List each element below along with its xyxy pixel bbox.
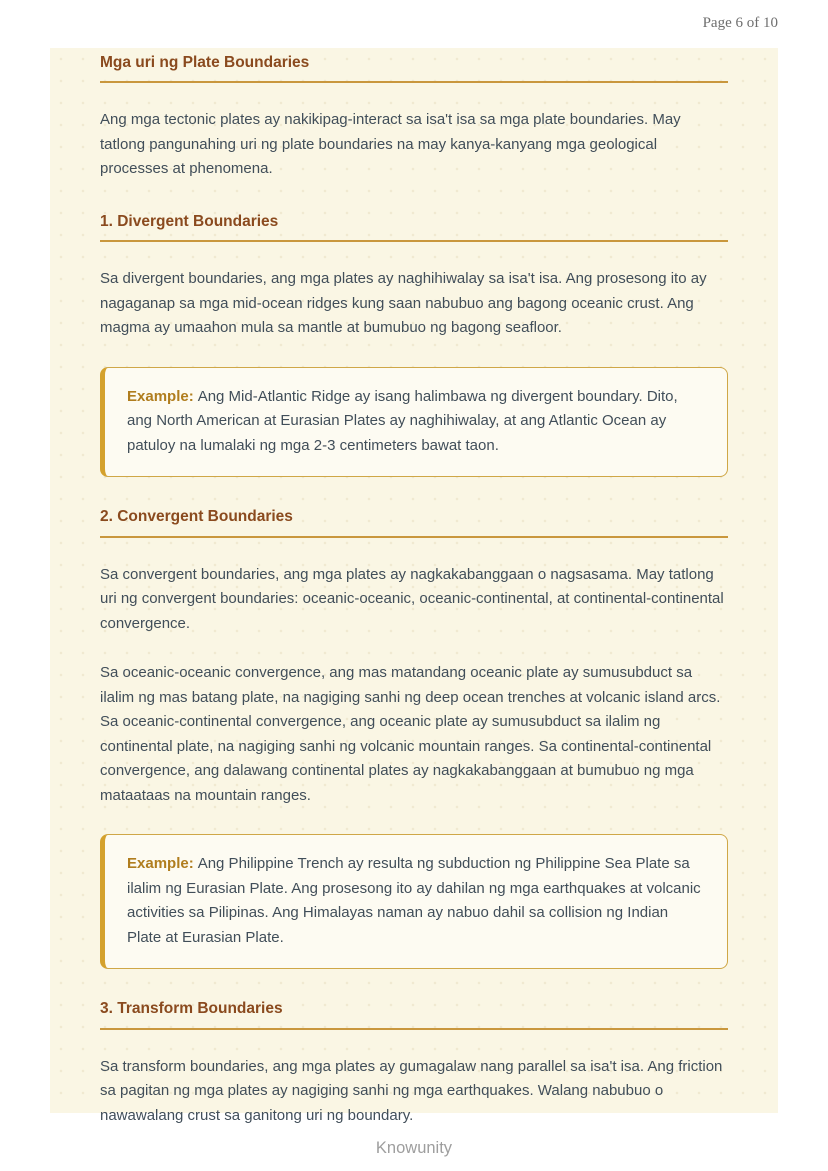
document-page	[50, 48, 778, 1124]
section-heading: 2. Convergent Boundaries	[100, 508, 293, 526]
section-paragraph: Sa transform boundaries, ang mga plates ay gumagalaw nang parallel sa isa't isa. Ang friction sa pagitan ng mga plates ay nagiging sanhi ng mga earthquakes. Walang nabubuo o nawawalang crust sa ganitong uri ng boundary.	[100, 1057, 723, 1124]
heading-rule	[100, 536, 728, 538]
example-paragraph	[127, 852, 705, 950]
section-paragraph: Sa convergent boundaries, ang mga plates ay nagkakabanggaan o nagsasama. May tatlong uri ng convergent boundaries: oceanic-oceanic, oceanic-continental, at continental-continental convergence.	[100, 565, 724, 632]
heading-rule	[100, 240, 728, 242]
example-label: Example:	[127, 387, 194, 405]
example-label: Example:	[127, 855, 194, 873]
heading-rule	[100, 1028, 728, 1030]
section-transform-boundaries	[100, 999, 728, 1128]
example-text: Ang Philippine Trench ay resulta ng subduction ng Philippine Sea Plate sa ilalim ng Eurasian Plate. Ang prosesong ito ay dahilan ng mga earthquakes at volcanic activities sa Pilipinas. Ang Himalayas naman ay nabuo dahil sa collision ng Indian Plate at Eurasian Plate.	[127, 855, 701, 946]
section-paragraph: Sa divergent boundaries, ang mga plates ay naghihiwalay sa isa't isa. Ang prosesong ito ay nagaganap sa mga mid-ocean ridges kung saan nabubuo ang bagong oceanic crust. Ang magma ay umaahon mula sa mantle at bumubuo ng bagong seafloor.	[100, 270, 707, 337]
section-heading: 3. Transform Boundaries	[100, 1000, 283, 1018]
page-indicator: Page 6 of 10	[702, 15, 778, 31]
document-title: Mga uri ng Plate Boundaries	[100, 54, 310, 71]
footer-brand: Knowunity	[375, 1139, 453, 1157]
section-heading: 1. Divergent Boundaries	[100, 212, 279, 230]
example-text: Ang Mid-Atlantic Ridge ay isang halimbawa ng divergent boundary. Dito, ang North American at Eurasian Plates ay naghihiwalay, at ang Atlantic Ocean ay patuloy na lumalaki ng mga 2-3 centimeters bawat taon.	[127, 387, 678, 454]
title-rule	[100, 81, 728, 83]
intro-paragraph: Ang mga tectonic plates ay nakikipag-interact sa isa't isa sa mga plate boundaries. May tatlong pangunahing uri ng plate boundaries na may kanya-kanyang mga geological processes at phenomena.	[100, 111, 681, 178]
section-divergent-boundaries	[100, 212, 728, 477]
section-convergent-boundaries	[100, 507, 728, 969]
example-box	[100, 834, 728, 969]
example-box	[100, 367, 728, 478]
section-paragraph: Sa oceanic-oceanic convergence, ang mas matandang oceanic plate ay sumusubduct sa ilalim ng mas batang plate, na nagiging sanhi ng deep ocean trenches at volcanic island arcs. Sa oceanic-continental convergence, ang oceanic plate ay sumusubduct sa ilalim ng continental plate, na nagiging sanhi ng volcanic mountain ranges. Sa continental-continental convergence, ang dalawang continental plates ay nagkakabanggaan at bumubuo ng mga mataataas na mountain ranges.	[100, 664, 721, 804]
example-paragraph	[127, 385, 705, 459]
